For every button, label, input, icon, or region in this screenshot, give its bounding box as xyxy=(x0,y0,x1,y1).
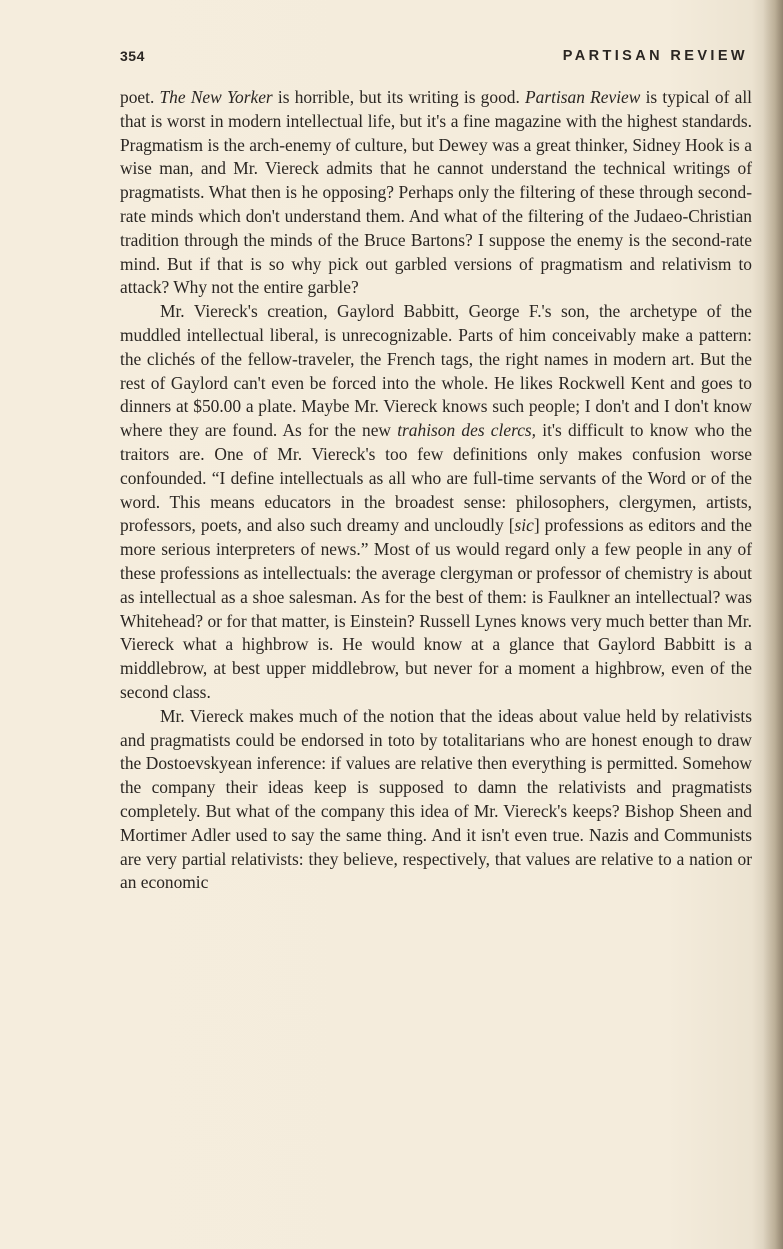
paragraph-3: Mr. Viereck makes much of the notion that the ideas about value held by relativists and pragmatists could be endorsed in toto by totalitarians who are honest enough to draw the Dostoevskyean inference: if values are relative then everything is permitted. Somehow the company their ideas keep is supposed to damn the relativists and pragmatists completely. But what of the company this idea of Mr. Viereck's keeps? Bishop Sheen and Mortimer Adler used to say the same thing. And it isn't even true. Nazis and Communists are very partial relativists: they believe, respectively, that values are relative to a nation or an economic xyxy=(120,705,752,893)
page-header xyxy=(120,48,748,70)
body-text xyxy=(120,86,752,895)
page-number: 354 xyxy=(120,48,145,64)
running-head: PARTISAN REVIEW xyxy=(562,48,748,64)
italic-title: Partisan Review xyxy=(525,87,641,107)
italic-title: The New Yorker xyxy=(159,87,273,107)
paragraph-1: poet. The New Yorker is horrible, but its writing is good. Partisan Review is typical of all that is worst in modern intellectual life, but it's a fine magazine with the highest standards. Pragmatism is the arch-enemy of culture, but Dewey was a great thinker, Sidney Hook is a wise man, and Mr. Viereck admits that he cannot understand the technical writings of pragmatists. What then is he opposing? Perhaps only the filtering of these through second-rate minds which don't understand them. And what of the filtering of the Judaeo-Christian tradition through the minds of the Bruce Bartons? I suppose the enemy is the second-rate mind. But if that is so why pick out garbled versions of pragmatism and relativism to attack? Why not the entire garble? xyxy=(120,87,753,298)
paragraph-2: Mr. Viereck's creation, Gaylord Babbitt, George F.'s son, the archetype of the muddled intellectual liberal, is unrecognizable. Parts of him conceivably make a pattern: the clichés of the fellow-traveler, the French tags, the right names in modern art. But the rest of Gaylord can't even be forced into the whole. He likes Rockwell Kent and goes to dinners at $50.00 a plate. Maybe Mr. Viereck knows such people; I don't and I don't know where they are found. As for the new trahison des clercs, it's difficult to know who the traitors are. One of Mr. Viereck's too few definitions only makes confusion worse confounded. “I define intellectuals as all who are full-time servants of the Word or of the word. This means educators in the broadest sense: philosophers, clergymen, artists, professors, poets, and also such dreamy and uncloudly [sic] professions as editors and the more serious interpreters of news.” Most of us would regard only a few people in any of these professions as intellectuals: the average clergyman or professor of chemistry is about as intellectual as a shoe salesman. As for the best of them: is Faulkner an intellectual? was Whitehead? or for that matter, is Einstein? Russell Lynes knows very much better than Mr. Viereck what a highbrow is. He would know at a glance that Gaylord Babbitt is a middlebrow, at best upper middlebrow, but never for a moment a highbrow, even of the second class. xyxy=(120,301,752,702)
italic-sic: sic xyxy=(514,515,534,536)
page-edge-shadow xyxy=(763,0,783,1249)
italic-phrase: trahison des clercs, xyxy=(397,420,537,441)
